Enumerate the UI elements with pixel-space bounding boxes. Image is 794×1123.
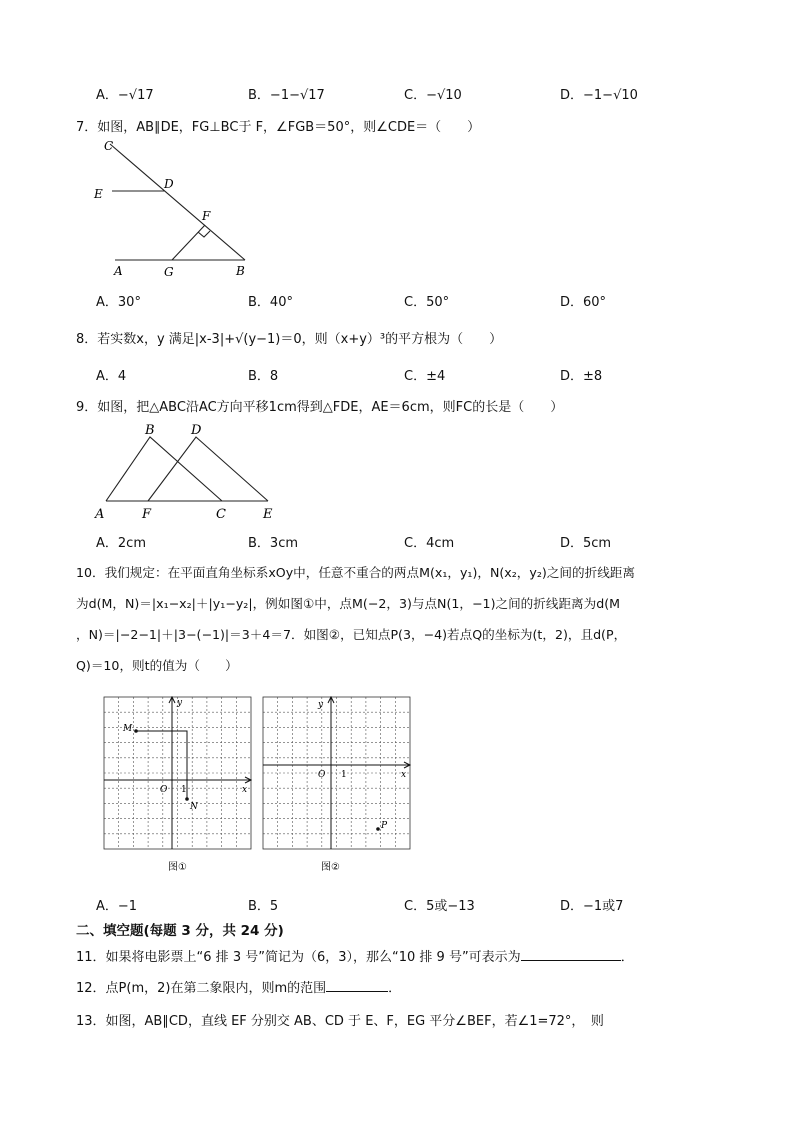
q8-option-b: B．8: [248, 369, 279, 384]
q9-label-c: C: [216, 507, 226, 522]
q10-fig1-point-m: [134, 729, 138, 733]
q9-label-f: F: [142, 507, 152, 522]
q10-fig2-label-o: O: [318, 770, 326, 780]
q10-figure-1: [100, 693, 260, 878]
q10-stem-line1: 10．我们规定：在平面直角坐标系xOy中，任意不重合的两点M(x₁，y₁)，N(x₂，y₂)之间的折线距离: [76, 565, 635, 580]
q9-option-b: B．3cm: [248, 536, 299, 551]
q9-option-d: D．5cm: [560, 536, 612, 551]
q10-option-d: D．−1或7: [560, 899, 624, 914]
section-2-title: 二、填空题(每题 3 分，共 24 分): [76, 923, 284, 939]
q12-text: 12．点P(m，2)在第二象限内，则m的范围: [76, 981, 327, 996]
q9-option-a: A．2cm: [96, 536, 146, 551]
q9-label-b: B: [145, 423, 155, 438]
q10-fig2-label-p: P: [381, 821, 388, 831]
q10-fig1-label-o: O: [160, 785, 168, 795]
q7-label-c: C: [104, 139, 114, 153]
q9-option-c: C．4cm: [404, 536, 455, 551]
q7-option-b: B．40°: [248, 295, 293, 310]
q10-stem-line4: Q)＝10，则t的值为（ ）: [76, 658, 238, 673]
q10-stem-line2: 为d(M，N)＝|x₁−x₂|＋|y₁−y₂|，例如图①中，点M(−2，3)与点N(1，−1)之间的折线距离为d(M: [76, 596, 621, 611]
q10-fig2-point-p: [376, 827, 380, 831]
q7-option-c: C．50°: [404, 295, 450, 310]
q10-fig1-point-n: [185, 797, 189, 801]
q7-option-d: D．60°: [560, 295, 607, 310]
q12-line: [76, 977, 401, 996]
q9-figure: [92, 420, 282, 524]
q11-answer-blank[interactable]: [521, 948, 621, 961]
q10-fig2-grid: [263, 697, 410, 849]
q7-option-a: A．30°: [96, 295, 141, 310]
q8-option-d: D．±8: [560, 369, 603, 384]
q7-label-f: F: [202, 209, 211, 223]
q7-label-a: A: [114, 264, 123, 278]
q10-figure-2: [259, 693, 419, 878]
q7-figure: [90, 136, 260, 282]
q7-stem: 7．如图，AB∥DE，FG⊥BC于 F，∠FGB＝50°，则∠CDE＝（ ）: [76, 120, 481, 135]
q9-label-d: D: [191, 423, 202, 438]
q11-end: ．: [620, 950, 634, 965]
q12-answer-blank[interactable]: [326, 979, 388, 992]
q7-label-e: E: [94, 187, 103, 201]
q9-label-a: A: [95, 507, 105, 522]
q11-text: 11．如果将电影票上“6 排 3 号”简记为（6，3），那么“10 排 9 号”可表示为: [76, 950, 521, 965]
q10-fig1-label-x: x: [242, 785, 248, 795]
q6-option-a: A．−√17: [96, 88, 154, 103]
q13-stem: 13．如图，AB∥CD，直线 EF 分别交 AB、CD 于 E、F，EG 平分∠BEF，若∠1=72°， 则: [76, 1014, 604, 1029]
q6-option-c: C．−√10: [404, 88, 462, 103]
q8-stem: 8．若实数x，y 满足|x-3|+√(y−1)＝0，则（x+y）³的平方根为（ ）: [76, 332, 503, 347]
q9-label-e: E: [263, 507, 273, 522]
q10-fig1-caption: 图①: [168, 862, 187, 873]
q12-end: ．: [388, 981, 402, 996]
q10-fig1-label-m: M: [123, 724, 133, 734]
q7-line-gf: [172, 225, 205, 260]
q7-label-d: D: [164, 177, 174, 191]
q7-line-cb: [110, 144, 245, 260]
q9-triangle-fde: [148, 437, 268, 501]
q6-option-d: D．−1−√10: [560, 88, 638, 103]
q7-label-b: B: [236, 264, 245, 278]
q10-fig1-grid: [104, 697, 251, 849]
q10-option-b: B．5: [248, 899, 279, 914]
q10-stem-line3: ，N)＝|−2−1|＋|3−(−1)|＝3＋4＝7．如图②，已知点P(3，−4)若点Q的坐标为(t，2)，且d(P，: [76, 627, 627, 642]
q10-fig2-label-y: y: [318, 700, 324, 710]
q8-option-c: C．±4: [404, 369, 446, 384]
q6-option-b: B．−1−√17: [248, 88, 325, 103]
q10-option-a: A．−1: [96, 899, 138, 914]
q10-fig2-label-x: x: [401, 770, 407, 780]
q10-fig2-label-1: 1: [341, 770, 347, 780]
q10-fig2-caption: 图②: [321, 862, 340, 873]
q9-stem: 9．如图，把△ABC沿AC方向平移1cm得到△FDE，AE＝6cm，则FC的长是（ ）: [76, 400, 564, 415]
q8-option-a: A．4: [96, 369, 127, 384]
q10-fig1-label-1: 1: [181, 785, 187, 795]
q7-label-g: G: [164, 265, 174, 279]
q7-right-angle-mark: [198, 231, 210, 237]
q10-fig1-label-n: N: [190, 802, 198, 812]
q10-fig1-label-y: y: [177, 698, 183, 708]
q10-option-c: C．5或−13: [404, 899, 475, 914]
q11-line: [76, 946, 634, 965]
q9-triangle-abc: [106, 437, 222, 501]
